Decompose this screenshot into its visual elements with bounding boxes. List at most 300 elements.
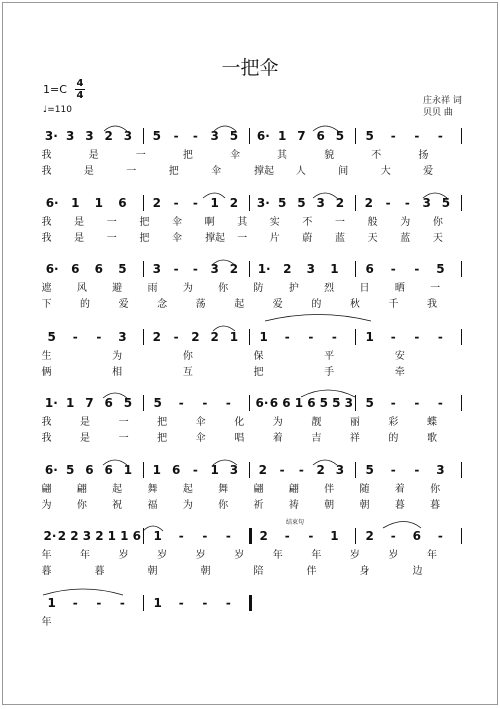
sustain-dash: -	[173, 129, 179, 143]
lyric-verse-1: 是	[88, 150, 99, 161]
note: 5	[123, 396, 133, 410]
sustain-dash: -	[298, 463, 304, 477]
lyric-verse-1: 把	[157, 417, 168, 428]
barline	[143, 462, 144, 478]
note: 3	[210, 129, 219, 143]
lyric-verse-2: 祷	[288, 500, 299, 511]
note: 3	[306, 262, 315, 276]
lyric-verse-2: 我	[41, 233, 52, 244]
note: 6	[269, 396, 279, 410]
lyric-verse-2: 我	[426, 299, 437, 310]
lyric-verse-2: 千	[388, 299, 399, 310]
note: 5	[65, 463, 75, 477]
note: 6·	[44, 463, 58, 477]
lyric-verse-2: 是	[80, 433, 91, 444]
note: 1	[71, 196, 80, 210]
sustain-dash: -	[202, 396, 208, 410]
lyric-verse-1: 保	[253, 351, 264, 362]
barline	[143, 261, 144, 277]
barline	[143, 528, 144, 544]
lyric-verse-1: 年	[272, 550, 283, 561]
note: 3	[344, 396, 353, 410]
note: 1	[47, 596, 56, 610]
lyric-verse-2: 把	[139, 233, 150, 244]
lyric-verse-2: 撑起	[254, 166, 274, 177]
note: 3·	[256, 196, 270, 210]
lyric-verse-1: 为	[112, 351, 123, 362]
lyric-verse-2: 身	[359, 566, 370, 577]
lyric-verse-2: 蓝	[335, 233, 346, 244]
lyric-verse-1: 扬	[418, 150, 429, 161]
lyric-verse-1: 年	[311, 550, 322, 561]
staff-row	[3, 395, 499, 465]
sustain-dash: -	[437, 129, 443, 143]
note: 2	[258, 463, 268, 477]
barline	[249, 395, 250, 411]
note: 3	[65, 129, 75, 143]
lyric-verse-2: 祥	[349, 433, 360, 444]
sustain-dash: -	[414, 463, 420, 477]
note: 1	[259, 330, 268, 344]
lyric-verse-1: 你	[218, 283, 229, 294]
lyric-verse-1: 貌	[324, 150, 335, 161]
lyric-verse-2: 朝	[359, 500, 370, 511]
lyric-verse-2: 相	[112, 367, 123, 378]
sustain-dash: -	[173, 196, 179, 210]
note: 6	[104, 463, 113, 477]
lyric-verse-2: 间	[338, 166, 349, 177]
barline	[355, 329, 356, 345]
note: 2	[104, 129, 113, 143]
lyric-verse-1: 平	[324, 351, 335, 362]
sustain-dash: -	[225, 596, 231, 610]
note: 6·	[45, 196, 59, 210]
note: 2	[210, 330, 219, 344]
lyric-verse-1: 伞	[195, 417, 206, 428]
lyric-verse-2: 爱	[118, 299, 129, 310]
note: 1·	[44, 396, 58, 410]
note: 2	[152, 196, 162, 210]
lyric-verse-1: 翩	[253, 484, 264, 495]
barline	[249, 329, 250, 345]
sustain-dash: -	[284, 529, 290, 543]
sustain-dash: -	[414, 396, 420, 410]
barline	[143, 595, 144, 611]
note: 6	[132, 529, 141, 543]
barline	[143, 128, 144, 144]
note: 6	[94, 262, 103, 276]
staff-row	[3, 195, 499, 265]
lyric-verse-2: 天	[367, 233, 378, 244]
note: 5	[152, 129, 162, 143]
note: 5	[365, 396, 374, 410]
lyric-verse-2: 一	[118, 433, 129, 444]
sustain-dash: -	[390, 129, 396, 143]
barline	[143, 329, 144, 345]
barline	[355, 395, 356, 411]
note: 3	[118, 330, 127, 344]
lyric-verse-1: 岁	[118, 550, 129, 561]
sustain-dash: -	[308, 529, 314, 543]
sustain-dash: -	[437, 529, 443, 543]
sustain-dash: -	[414, 262, 420, 276]
lyric-verse-1: 一	[118, 417, 129, 428]
note: 1	[94, 196, 103, 210]
lyric-verse-1: 风	[76, 283, 87, 294]
lyric-verse-1: 日	[359, 283, 370, 294]
lyric-verse-2: 伞	[171, 233, 182, 244]
note: 2	[95, 529, 104, 543]
lyric-verse-2: 唱	[234, 433, 245, 444]
final-barline	[249, 595, 252, 611]
sustain-dash: -	[192, 262, 198, 276]
lyric-verse-1: 年	[41, 617, 52, 628]
note: 2	[229, 262, 239, 276]
note: 2	[364, 196, 374, 210]
sustain-dash: -	[192, 129, 198, 143]
lyric-verse-1: 为	[272, 417, 283, 428]
lyric-verse-1: 伴	[324, 484, 335, 495]
lyric-verse-2: 俩	[41, 367, 52, 378]
note: 1	[330, 262, 339, 276]
note: 2	[365, 529, 374, 543]
lyric-verse-1: 般	[367, 217, 378, 228]
sustain-dash: -	[119, 596, 125, 610]
note: 3	[123, 129, 133, 143]
lyric-verse-2: 朝	[324, 500, 335, 511]
sustain-dash: -	[308, 330, 314, 344]
note: 1	[210, 463, 219, 477]
note: 1·	[257, 262, 271, 276]
song-title: 一把伞	[221, 57, 279, 79]
lyric-verse-1: 我	[41, 417, 52, 428]
credits	[423, 95, 462, 119]
lyric-verse-2: 大	[380, 166, 391, 177]
lyric-verse-1: 防	[253, 283, 264, 294]
barline	[355, 195, 356, 211]
lyric-verse-1: 是	[80, 417, 91, 428]
note: 1	[152, 463, 162, 477]
note: 5	[332, 396, 341, 410]
note: 2	[335, 196, 345, 210]
sustain-dash: -	[225, 396, 231, 410]
lyric-verse-1: 为	[182, 283, 193, 294]
lyric-verse-1: 起	[112, 484, 123, 495]
note: 3	[436, 463, 445, 477]
staff-row	[3, 528, 499, 598]
lyric-verse-1: 随	[359, 484, 370, 495]
lyric-verse-1: 遮	[41, 283, 52, 294]
sustain-dash: -	[414, 330, 420, 344]
note: 2	[191, 330, 200, 344]
staff-row	[3, 462, 499, 532]
lyric-verse-1: 为	[400, 217, 411, 228]
note: 3·	[44, 129, 58, 143]
sustain-dash: -	[72, 330, 78, 344]
lyric-verse-2: 陪	[253, 566, 264, 577]
time-signature	[73, 78, 87, 101]
note: 6·	[256, 129, 270, 143]
sustain-dash: -	[225, 529, 231, 543]
note: 3	[422, 196, 431, 210]
lyric-verse-2: 暮	[41, 566, 52, 577]
sustain-dash: -	[390, 330, 396, 344]
sustain-dash: -	[178, 596, 184, 610]
note: 3	[335, 463, 345, 477]
lyric-verse-2: 把	[168, 166, 179, 177]
lyricist: 庄永祥 词	[423, 96, 462, 106]
lyric-verse-2: 把	[157, 433, 168, 444]
staff-row	[3, 329, 499, 399]
lyric-verse-2: 暮	[394, 500, 405, 511]
staff-row	[3, 595, 499, 665]
lyric-verse-1: 你	[182, 351, 193, 362]
note: 3	[210, 262, 219, 276]
staff-row	[3, 128, 499, 198]
barline	[249, 128, 250, 144]
lyric-verse-1: 岁	[388, 550, 399, 561]
lyric-verse-2: 是	[83, 166, 94, 177]
lyric-verse-1: 靓	[311, 417, 322, 428]
note: 1	[107, 529, 117, 543]
sustain-dash: -	[390, 463, 396, 477]
note: 3	[229, 463, 239, 477]
lyric-verse-1: 一	[335, 217, 346, 228]
note: 2	[70, 529, 79, 543]
lyric-verse-2: 互	[182, 367, 193, 378]
lyric-verse-2: 的	[388, 433, 399, 444]
lyric-verse-2: 一	[106, 233, 117, 244]
barline	[249, 195, 250, 211]
lyric-verse-1: 彩	[388, 417, 399, 428]
lyric-verse-1: 其	[277, 150, 288, 161]
lyric-verse-2: 暮	[430, 500, 441, 511]
note: 5	[335, 129, 345, 143]
lyric-verse-1: 其	[237, 217, 248, 228]
sustain-dash: -	[437, 330, 443, 344]
note: 5	[365, 463, 374, 477]
barline	[461, 395, 462, 411]
note: 5	[118, 262, 127, 276]
lyric-verse-1: 啊	[204, 217, 215, 228]
lyric-verse-2: 片	[269, 233, 280, 244]
lyric-verse-2: 你	[76, 500, 87, 511]
tempo-marking: ♩=110	[43, 105, 72, 115]
barline	[143, 195, 144, 211]
note: 2	[259, 529, 268, 543]
note: 1	[294, 396, 304, 410]
lyric-verse-1: 把	[139, 217, 150, 228]
lyric-verse-1: 伞	[171, 217, 182, 228]
lyric-verse-2: 你	[218, 500, 229, 511]
lyric-verse-2: 的	[311, 299, 322, 310]
barline	[249, 261, 250, 277]
lyric-verse-1: 安	[394, 351, 405, 362]
lyric-verse-1: 岁	[157, 550, 168, 561]
lyric-verse-1: 舞	[147, 484, 158, 495]
lyric-verse-1: 蝶	[426, 417, 437, 428]
note: 6	[365, 262, 374, 276]
sustain-dash: -	[202, 529, 208, 543]
barline	[461, 128, 462, 144]
lyric-verse-1: 丽	[349, 417, 360, 428]
lyric-verse-2: 着	[272, 433, 283, 444]
note: 7	[85, 396, 94, 410]
lyric-verse-2: 边	[412, 566, 423, 577]
lyric-verse-1: 岁	[234, 550, 245, 561]
note: 5	[229, 129, 239, 143]
lyric-verse-1: 你	[432, 217, 443, 228]
lyric-verse-1: 翩	[41, 484, 52, 495]
lyric-verse-1: 你	[430, 484, 441, 495]
lyric-verse-1: 年	[41, 550, 52, 561]
barline	[461, 195, 462, 211]
lyric-verse-1: 年	[426, 550, 437, 561]
note: 5	[365, 129, 374, 143]
note: 6	[104, 396, 113, 410]
note: 6	[316, 129, 325, 143]
barline	[249, 462, 250, 478]
note: 2	[283, 262, 292, 276]
barline	[355, 128, 356, 144]
note: 1	[153, 529, 162, 543]
sustain-dash: -	[390, 262, 396, 276]
sustain-dash: -	[437, 396, 443, 410]
final-barline	[249, 528, 252, 544]
note: 6	[307, 396, 316, 410]
lyric-verse-2: 天	[432, 233, 443, 244]
lyric-verse-1: 烈	[324, 283, 335, 294]
note: 3	[85, 129, 94, 143]
sustain-dash: -	[202, 596, 208, 610]
staff-row	[3, 261, 499, 331]
lyric-verse-1: 护	[288, 283, 299, 294]
barline	[355, 528, 356, 544]
barline	[461, 261, 462, 277]
lyric-verse-1: 伞	[229, 150, 240, 161]
lyric-verse-1: 舞	[218, 484, 229, 495]
barline	[461, 462, 462, 478]
sustain-dash: -	[178, 396, 184, 410]
lyric-verse-1: 化	[234, 417, 245, 428]
lyric-verse-1: 不	[302, 217, 313, 228]
note: 5	[47, 330, 56, 344]
lyric-verse-2: 为	[182, 500, 193, 511]
note: 1	[229, 330, 239, 344]
lyric-verse-2: 撑起	[205, 233, 226, 244]
lyric-verse-2: 祝	[112, 500, 123, 511]
lyric-verse-2: 朝	[147, 566, 158, 577]
note: 1	[365, 330, 374, 344]
lyric-verse-2: 祈	[253, 500, 264, 511]
lyric-verse-2: 朝	[200, 566, 211, 577]
note: 6	[171, 463, 181, 477]
lyric-verse-2: 下	[41, 299, 52, 310]
lyric-verse-2: 念	[157, 299, 168, 310]
sustain-dash: -	[96, 330, 102, 344]
lyric-verse-2: 我	[41, 166, 52, 177]
sustain-dash: -	[390, 529, 396, 543]
lyric-verse-2: 暮	[94, 566, 105, 577]
sustain-dash: -	[96, 596, 102, 610]
barline	[461, 528, 462, 544]
lyric-verse-1: 一	[106, 217, 117, 228]
sustain-dash: -	[178, 529, 184, 543]
time-bottom: 4	[76, 90, 84, 101]
note: 5	[297, 196, 306, 210]
barline	[461, 329, 462, 345]
lyric-verse-2: 秋	[349, 299, 360, 310]
lyric-verse-2: 把	[253, 367, 264, 378]
note: 5	[277, 196, 287, 210]
lyric-verse-1: 晒	[394, 283, 405, 294]
note: 5	[441, 196, 451, 210]
lyric-verse-2: 一	[126, 166, 137, 177]
note: 6·	[45, 262, 59, 276]
sustain-dash: -	[404, 196, 410, 210]
composer: 贝贝 曲	[423, 108, 453, 118]
sustain-dash: -	[173, 330, 179, 344]
sustain-dash: -	[331, 330, 337, 344]
sustain-dash: -	[385, 196, 391, 210]
lyric-verse-2: 人	[295, 166, 306, 177]
note: 5	[319, 396, 329, 410]
note: 6	[85, 463, 94, 477]
lyric-verse-2: 伞	[211, 166, 222, 177]
lyric-verse-2: 伴	[306, 566, 317, 577]
note: 1	[123, 463, 133, 477]
lyric-verse-1: 翩	[288, 484, 299, 495]
sustain-dash: -	[192, 196, 198, 210]
note: 1	[330, 529, 339, 543]
note: 1	[277, 129, 287, 143]
lyric-verse-2: 蓝	[400, 233, 411, 244]
lyric-verse-1: 雨	[147, 283, 158, 294]
lyric-verse-1: 是	[74, 217, 85, 228]
lyric-verse-1: 着	[394, 484, 405, 495]
lyric-verse-2: 荡	[195, 299, 206, 310]
end-mark: 结束句	[286, 519, 305, 526]
score-page	[2, 2, 498, 705]
lyric-verse-1: 岁	[349, 550, 360, 561]
lyric-verse-1: 生	[41, 351, 52, 362]
sustain-dash: -	[279, 463, 285, 477]
lyric-verse-2: 歌	[426, 433, 437, 444]
note: 6	[71, 262, 80, 276]
note: 1	[120, 529, 129, 543]
lyric-verse-1: 岁	[195, 550, 206, 561]
lyric-verse-2: 是	[74, 233, 85, 244]
note: 2	[316, 463, 325, 477]
sustain-dash: -	[192, 463, 198, 477]
lyric-verse-1: 一	[430, 283, 441, 294]
lyric-verse-1: 不	[371, 150, 382, 161]
note: 3	[82, 529, 92, 543]
note: 1	[65, 396, 75, 410]
note: 6	[412, 529, 421, 543]
lyric-verse-2: 我	[41, 433, 52, 444]
lyric-verse-2: 爱	[272, 299, 283, 310]
lyric-verse-1: 实	[269, 217, 280, 228]
sustain-dash: -	[173, 262, 179, 276]
sustain-dash: -	[72, 596, 78, 610]
note: 2	[229, 196, 239, 210]
note: 1	[153, 596, 162, 610]
lyric-verse-2: 福	[147, 500, 158, 511]
lyric-verse-1: 年	[80, 550, 91, 561]
lyric-verse-2: 的	[80, 299, 91, 310]
note: 2·	[43, 529, 57, 543]
